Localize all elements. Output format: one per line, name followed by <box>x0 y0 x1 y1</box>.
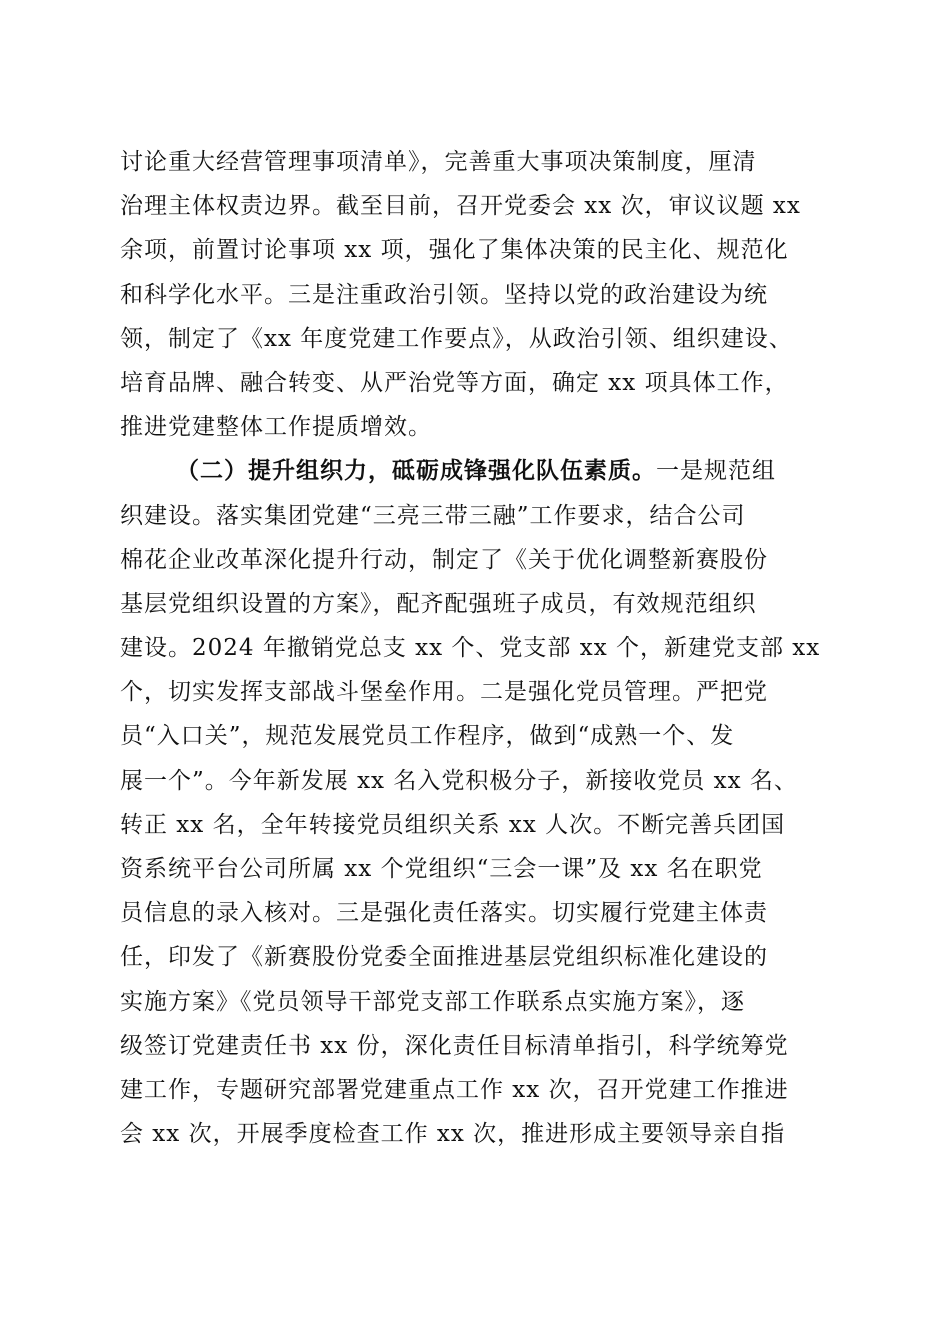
section-heading-line <box>120 449 832 493</box>
body-line: 员“入口关”，规范发展党员工作程序，做到“成熟一个、发 <box>120 723 735 750</box>
section-2-heading: （二）提升组织力，砥砺成锋强化队伍素质。 <box>176 457 656 485</box>
body-line: 个，切实发挥支部战斗堡垒作用。二是强化党员管理。严把党 <box>120 679 768 706</box>
body-line: 实施方案》《党员领导干部党支部工作联系点实施方案》，逐 <box>120 988 745 1015</box>
body-line: 棉花企业改革深化提升行动，制定了《关于优化调整新赛股份 <box>120 546 768 573</box>
body-line: 任，印发了《新赛股份党委全面推进基层党组织标准化建设的 <box>120 944 768 971</box>
body-line: 推进党建整体工作提质增效。 <box>120 414 432 441</box>
body-line: 培育品牌、融合转变、从严治党等方面，确定 xx 项具体工作， <box>120 369 789 396</box>
body-line: 织建设。落实集团党建“三亮三带三融”工作要求，结合公司 <box>120 502 746 529</box>
body-line: 和科学化水平。三是注重政治引领。坚持以党的政治建设为统 <box>120 281 768 308</box>
body-line: 级签订党建责任书 xx 份，深化责任目标清单指引，科学统筹党 <box>120 1032 789 1059</box>
body-line: 转正 xx 名，全年转接党员组织关系 xx 人次。不断完善兵团国 <box>120 811 786 838</box>
body-line: 会 xx 次，开展季度检查工作 xx 次，推进形成主要领导亲自指 <box>120 1121 786 1148</box>
body-line: 讨论重大经营管理事项清单》，完善重大事项决策制度，厘清 <box>120 149 757 175</box>
body-line: 资系统平台公司所属 xx 个党组织“三会一课”及 xx 名在职党 <box>120 856 763 882</box>
document-body <box>120 140 832 1156</box>
body-line: 建工作，专题研究部署党建重点工作 xx 次，召开党建工作推进 <box>120 1076 789 1103</box>
body-line: 员信息的录入核对。三是强化责任落实。切实履行党建主体责 <box>120 900 768 927</box>
body-line: 余项，前置讨论事项 xx 项，强化了集体决策的民主化、规范化 <box>120 237 789 264</box>
body-line: 建设。2024 年撤销党总支 xx 个、党支部 xx 个，新建党支部 xx <box>120 635 821 662</box>
body-line: 展一个”。今年新发展 xx 名入党积极分子，新接收党员 xx 名、 <box>120 767 798 794</box>
body-line: 治理主体权责边界。截至目前，召开党委会 xx 次，审议议题 xx <box>120 193 801 220</box>
body-line: 基层党组织设置的方案》，配齐配强班子成员，有效规范组织 <box>120 590 757 617</box>
section-2-intro: 一是规范组 <box>656 458 776 485</box>
body-line: 领，制定了《xx 年度党建工作要点》，从政治引领、组织建设、 <box>120 325 793 352</box>
